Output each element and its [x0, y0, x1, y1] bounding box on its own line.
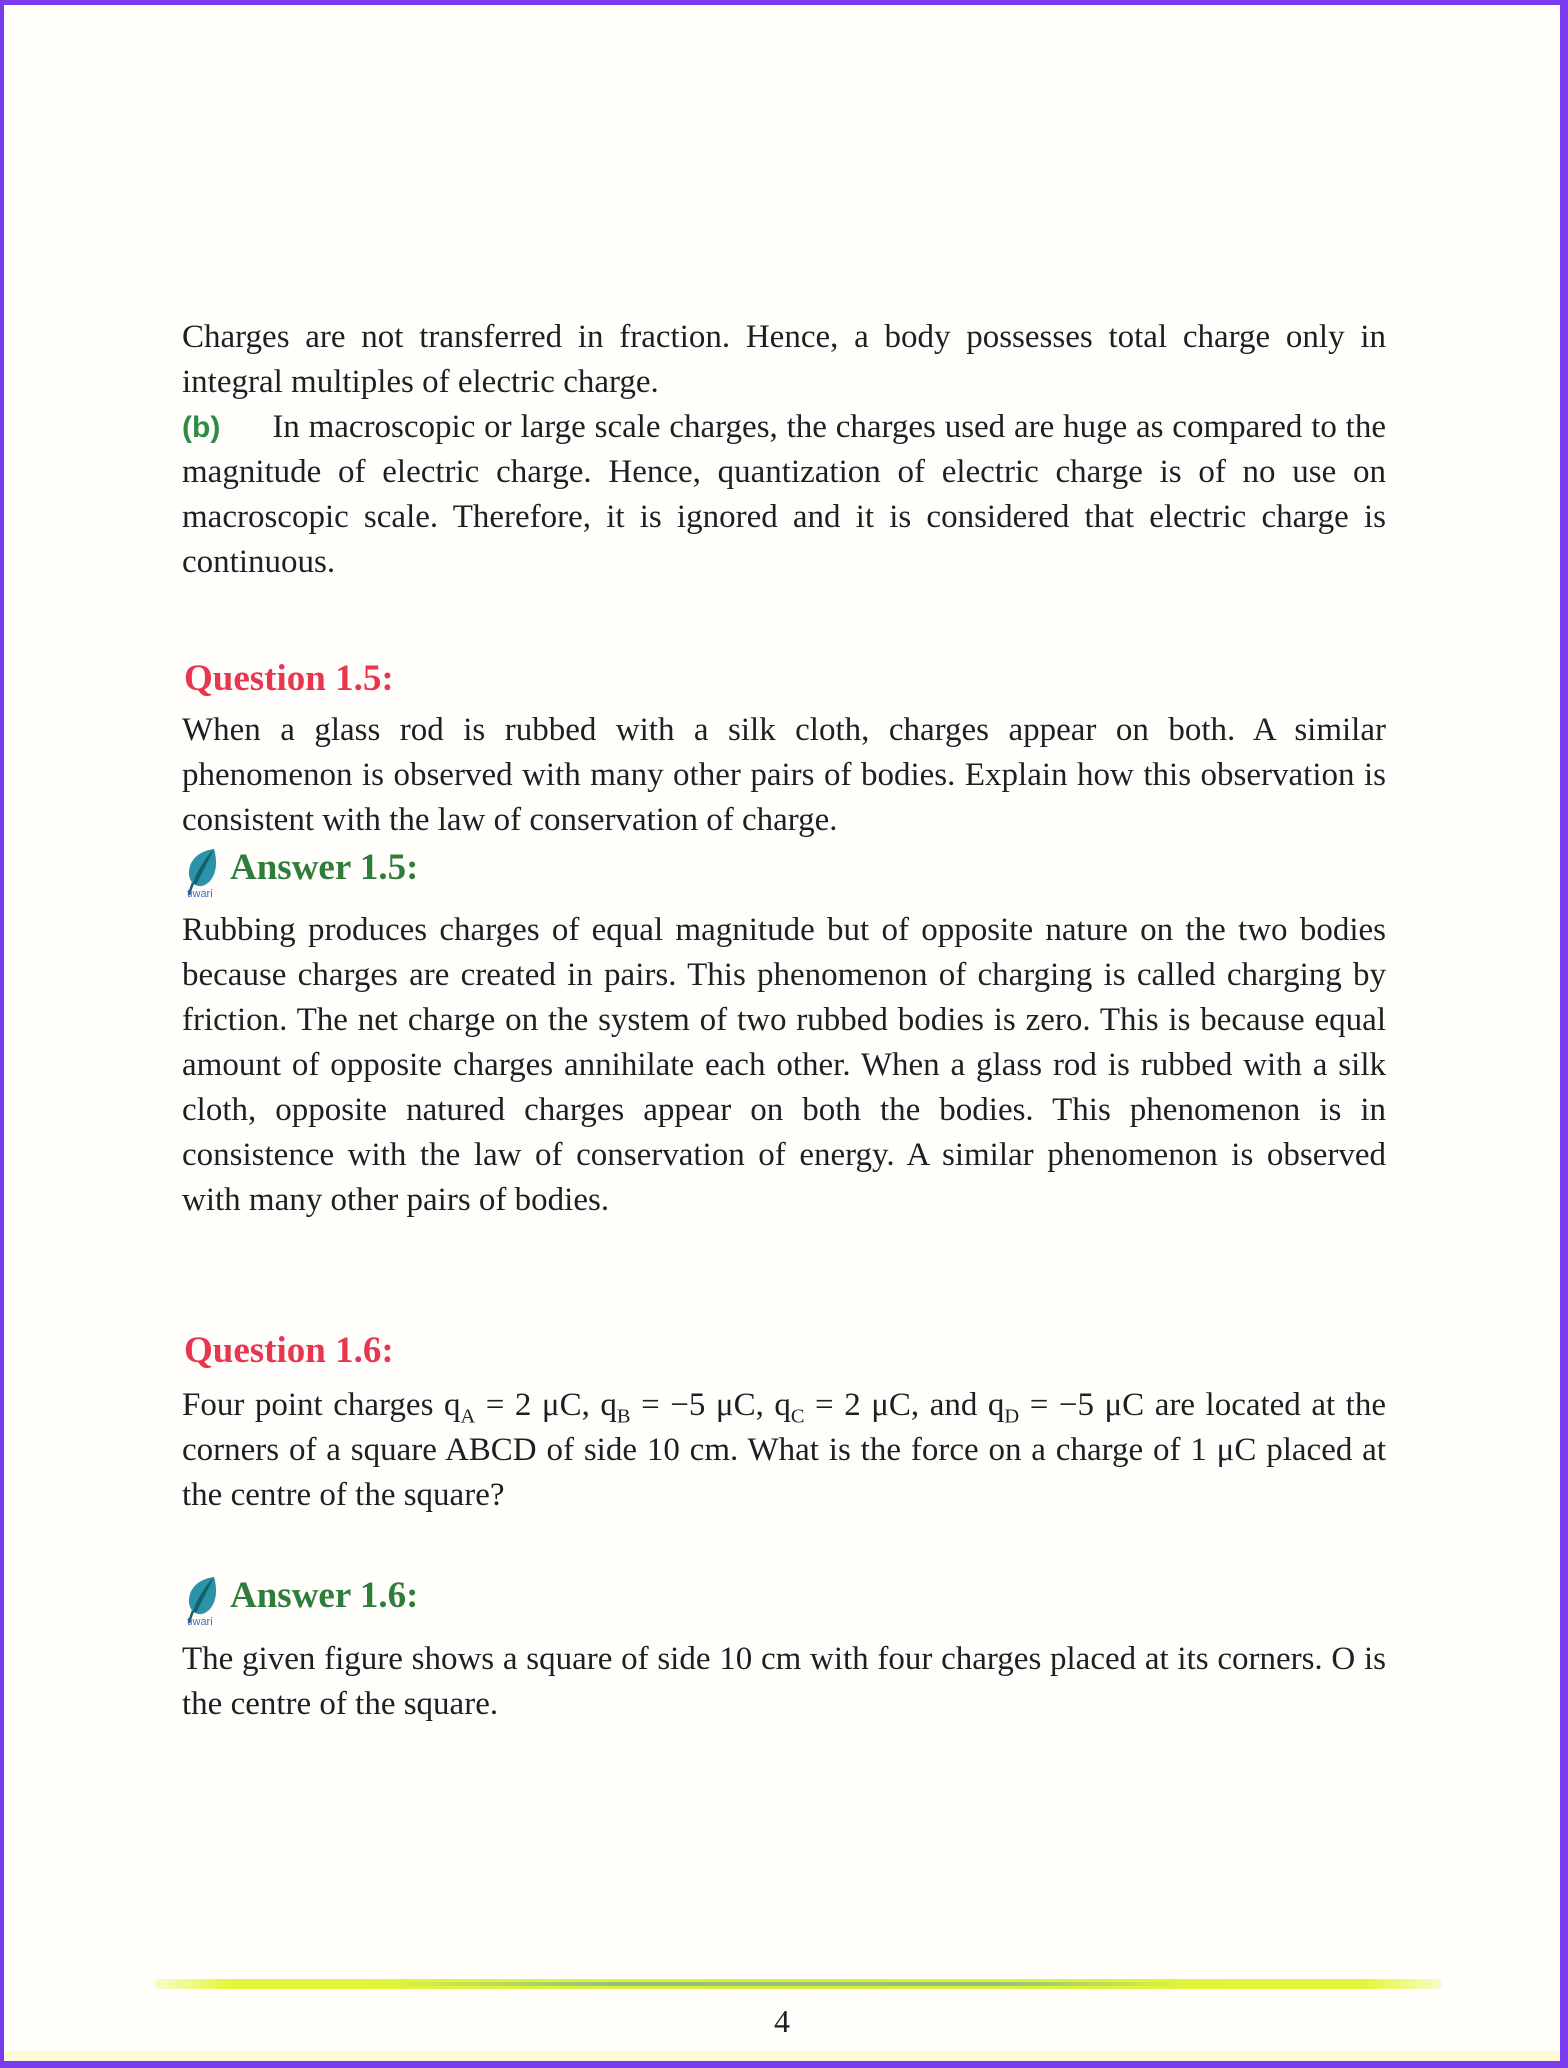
answer-1-6-heading-row	[180, 1573, 418, 1627]
question-1-5-text: When a glass rod is rubbed with a silk cloth, charges appear on both. A similar phenomenon is observed with many other pairs of bodies. Explain how this observation is consistent with the law of conservation of charge.	[182, 712, 1386, 838]
list-label-b: (b)	[182, 411, 221, 444]
tiwari-leaf-logo-icon	[180, 1575, 222, 1627]
footer-highlight-line	[154, 1979, 1442, 1989]
bottom-scan-tint	[4, 2051, 1560, 2061]
item-b-text: In macroscopic or large scale charges, the charges used are huge as compared to the magnitude of electric charge. Hence, quantization of electric charge is of no use on macroscopic scale. Therefore, it is ignored and it is considered that electric charge is continuous.	[182, 409, 1386, 580]
question-1-6-heading: Question 1.6:	[184, 1330, 394, 1371]
answer-1-6-heading: Answer 1.6:	[230, 1575, 419, 1616]
answer-1-5-text: Rubbing produces charges of equal magnitude but of opposite nature on the two bodies because charges are created in pairs. This phenomenon of charging is called charging by friction. The net charge on the system of two rubbed bodies is zero. This is because equal amount of opposite charges annihilate each other. When a glass rod is rubbed with a silk cloth, opposite natured charges appear on both the bodies. This phenomenon is in consistence with the law of conservation of energy. A similar phenomenon is observed with many other pairs of bodies.	[182, 912, 1386, 1218]
question-1-6-text: Four point charges $q_A = 2$ μC, $q_B = -5$ μC, $q_C = 2$ μC, and $q_D = -5$ μC are located at the corners of a square ABCD of side 10 cm. What is the force on a charge of 1 μC placed at the centre of the square?	[182, 1387, 1386, 1513]
tiwari-logo-text: tiwari	[187, 1616, 213, 1627]
answer-1-5-heading-row	[180, 845, 418, 899]
paragraph-item-b	[182, 405, 1386, 585]
answer-1-6-text: The given figure shows a square of side 10 cm with four charges placed at its corners. O is the centre of the square.	[182, 1641, 1386, 1722]
answer-1-5-heading: Answer 1.5:	[230, 847, 419, 888]
page-number: 4	[774, 2003, 790, 2039]
paragraph-charge-quantization: Charges are not transferred in fraction. Hence, a body possesses total charge only in integral multiples of electric charge.	[182, 319, 1386, 400]
tiwari-leaf-logo-icon	[180, 847, 222, 899]
tiwari-logo-text: tiwari	[187, 888, 213, 899]
question-1-5-heading: Question 1.5:	[184, 658, 394, 699]
